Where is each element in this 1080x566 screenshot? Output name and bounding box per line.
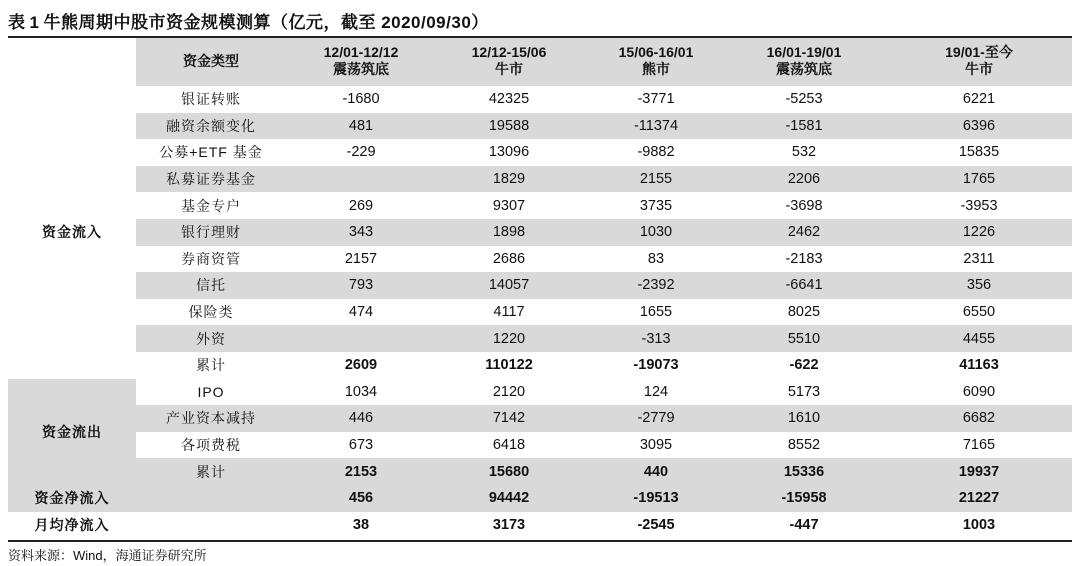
row-label: 月均净流入: [34, 516, 110, 533]
row-value: 110122: [485, 357, 533, 374]
row-label: IPO: [197, 383, 225, 400]
row-value: 7165: [962, 437, 996, 454]
row-label: 累计: [196, 357, 226, 374]
row-value: 6396: [962, 117, 996, 134]
row-value: 6550: [962, 304, 996, 321]
header-period-phase: 震荡筑底: [776, 61, 832, 77]
row-value: -1581: [785, 117, 823, 134]
group-label-inflow: 资金流入: [42, 224, 102, 241]
table-title: [8, 8, 489, 33]
row-value: 9307: [492, 197, 526, 214]
row-value: 2686: [492, 250, 526, 267]
header-period-2: [439, 44, 579, 78]
table-row: [136, 352, 1072, 379]
table-row: [136, 139, 1072, 166]
row-value: 124: [643, 383, 669, 400]
table-row: [136, 113, 1072, 140]
row-value: 4117: [493, 304, 525, 321]
row-label: 各项费税: [181, 437, 241, 454]
table-row: [136, 86, 1072, 113]
row-value: 456: [348, 490, 374, 507]
header-period-range: 12/01-12/12: [323, 44, 399, 60]
row-value: 1829: [492, 171, 526, 188]
row-value: 793: [348, 277, 374, 294]
row-value: -2545: [637, 516, 675, 533]
row-value: 38: [352, 516, 370, 533]
row-value: -2779: [637, 410, 675, 427]
header-period-range: 12/12-15/06: [471, 44, 547, 60]
table-row: [136, 272, 1072, 299]
header-period-phase: 震荡筑底: [333, 61, 389, 77]
row-value: [291, 325, 431, 352]
table-row: [136, 379, 1072, 406]
row-value: -2183: [785, 250, 823, 267]
table-row: [136, 246, 1072, 273]
row-value: 15680: [488, 463, 530, 480]
header-period-3: [586, 44, 726, 78]
row-value: -15958: [781, 490, 827, 507]
row-value: 1003: [962, 516, 996, 533]
row-value: 2462: [787, 224, 821, 241]
row-value: -19513: [633, 490, 679, 507]
row-value: -1680: [342, 91, 380, 108]
row-value: 1226: [962, 224, 996, 241]
row-value: 2311: [963, 250, 995, 267]
row-value: -2392: [637, 277, 675, 294]
table-title-prefix: 表: [8, 13, 26, 32]
header-period-range: 16/01-19/01: [766, 44, 842, 60]
row-label: 信托: [196, 277, 226, 294]
row-label: 券商资管: [181, 250, 241, 267]
row-value: 2153: [344, 463, 378, 480]
table-row: [136, 432, 1072, 459]
group-label-outflow: 资金流出: [8, 379, 136, 485]
row-label: 保险类: [188, 304, 234, 321]
row-value: 2609: [344, 357, 378, 374]
row-value: 14057: [488, 277, 530, 294]
row-value: 1655: [639, 304, 673, 321]
row-value: 1030: [639, 224, 673, 241]
header-fund-type: 资金类型: [183, 53, 239, 69]
row-value: 1765: [962, 171, 996, 188]
table-row: [136, 192, 1072, 219]
header-period-phase: 牛市: [965, 61, 993, 77]
row-value: 13096: [488, 144, 530, 161]
row-value: 1034: [344, 383, 378, 400]
row-label: 私募证券基金: [166, 171, 256, 188]
row-value: 42325: [488, 91, 530, 108]
row-value: 7142: [492, 410, 526, 427]
table-row: [136, 166, 1072, 193]
row-label: 融资余额变化: [166, 117, 256, 134]
row-value: 2155: [639, 171, 673, 188]
row-value: [291, 166, 431, 193]
source-note: 资料来源：Wind，海通证券研究所: [8, 548, 207, 563]
row-value: 6682: [962, 410, 996, 427]
row-value: 6090: [962, 383, 996, 400]
row-value: -229: [346, 144, 376, 161]
header-period-1: [291, 44, 431, 78]
row-value: 3173: [492, 516, 526, 533]
row-value: 673: [348, 437, 374, 454]
row-label: 资金净流入: [34, 490, 110, 507]
row-value: 343: [348, 224, 374, 241]
row-value: 4455: [962, 330, 996, 347]
row-label: 基金专户: [181, 197, 241, 214]
row-value: 3095: [639, 437, 673, 454]
table-header: [136, 38, 1072, 86]
table-row: [136, 325, 1072, 352]
header-period-phase: 熊市: [642, 61, 670, 77]
row-value: -313: [641, 330, 671, 347]
row-value: 8025: [787, 304, 821, 321]
row-value: 6418: [492, 437, 526, 454]
row-value: 2157: [344, 250, 378, 267]
row-value: 15835: [958, 144, 1000, 161]
row-value: 2206: [787, 171, 821, 188]
row-value: 6221: [962, 91, 996, 108]
row-label: 累计: [196, 463, 226, 480]
row-value: 474: [348, 304, 374, 321]
row-value: 1610: [787, 410, 821, 427]
row-value: -5253: [785, 91, 823, 108]
row-value: -3953: [960, 197, 998, 214]
row-value: -3771: [637, 91, 675, 108]
row-value: 19588: [488, 117, 530, 134]
table-row: [136, 458, 1072, 485]
header-period-4: [734, 44, 874, 78]
row-value: 269: [348, 197, 374, 214]
row-value: 15336: [783, 463, 825, 480]
table-row: [136, 299, 1072, 326]
row-value: 481: [348, 117, 374, 134]
row-value: 94442: [488, 490, 530, 507]
row-label: 外资: [196, 330, 226, 347]
row-label: 公募+ETF 基金: [159, 144, 263, 161]
row-value: 21227: [958, 490, 1000, 507]
row-value: 356: [966, 277, 992, 294]
table-row: [8, 485, 1072, 512]
table-row: [136, 219, 1072, 246]
header-period-range: 15/06-16/01: [618, 44, 694, 60]
row-value: -6641: [785, 277, 823, 294]
row-value: -11374: [633, 117, 679, 134]
row-value: 1220: [492, 330, 526, 347]
row-value: 3735: [639, 197, 673, 214]
row-value: -447: [789, 516, 819, 533]
table-title-number: 1: [29, 13, 40, 32]
row-label: 银证转账: [181, 91, 241, 108]
row-value: -19073: [633, 357, 679, 374]
row-value: 1898: [492, 224, 526, 241]
row-value: 41163: [959, 357, 999, 374]
row-value: 5173: [787, 383, 821, 400]
table-row: [136, 405, 1072, 432]
row-value: 83: [647, 250, 665, 267]
row-value: 446: [348, 410, 374, 427]
row-value: 8552: [787, 437, 821, 454]
row-value: 532: [791, 144, 817, 161]
row-value: 5510: [787, 330, 821, 347]
header-period-5: [909, 44, 1049, 78]
row-value: 2120: [492, 383, 526, 400]
row-value: -3698: [785, 197, 823, 214]
row-value: -622: [789, 357, 819, 374]
row-label: 产业资本减持: [166, 410, 256, 427]
row-value: 19937: [958, 463, 1000, 480]
row-label: 银行理财: [181, 224, 241, 241]
header-period-range: 19/01-至今: [945, 44, 1013, 60]
row-value: -9882: [637, 144, 675, 161]
header-period-phase: 牛市: [495, 61, 523, 77]
row-value: 440: [643, 463, 669, 480]
table-row: [8, 512, 1072, 539]
table-title-text: 牛熊周期中股市资金规模测算（亿元，截至 2020/09/30）: [43, 13, 489, 32]
table-bottom-rule: [8, 540, 1072, 542]
